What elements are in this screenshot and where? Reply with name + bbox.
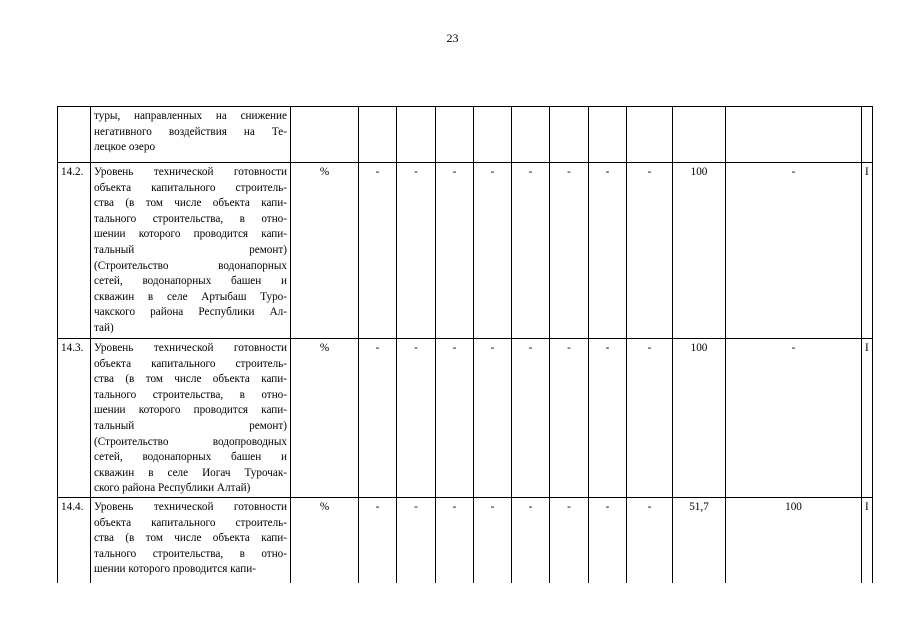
indicator-name-line: объекта капитального строитель- [94, 181, 287, 194]
value-cell: - [512, 163, 550, 339]
value-cell [436, 107, 474, 163]
indicator-name-line: тальный ремонт) [94, 419, 287, 432]
indicator-name-line: чакского района Республики Ал- [94, 306, 287, 319]
value-cell: - [397, 497, 436, 587]
row-number: 14.2. [58, 163, 91, 339]
value-cell: - [589, 163, 627, 339]
value-cell: - [550, 497, 589, 587]
value-cell [627, 107, 673, 163]
indicator-name-line: ства (в том числе объекта капи- [94, 373, 287, 386]
value-cell: - [726, 163, 862, 339]
value-cell [589, 107, 627, 163]
unit-cell: % [291, 339, 359, 498]
indicator-name-line: тального строительства, в отно- [94, 212, 287, 225]
value-cell: I [862, 497, 873, 587]
value-cell [673, 107, 726, 163]
value-cell: 51,7 [673, 497, 726, 587]
indicator-name-line: Уровень технической готовности [94, 500, 287, 513]
value-cell: - [627, 339, 673, 498]
unit-cell [291, 107, 359, 163]
indicator-name [91, 497, 291, 587]
value-cell: - [627, 163, 673, 339]
row-number: 14.3. [58, 339, 91, 498]
value-cell [474, 107, 512, 163]
value-cell: - [359, 497, 397, 587]
value-cell [359, 107, 397, 163]
value-cell: 100 [726, 497, 862, 587]
indicator-name-line: ского района Республики Алтай) [94, 482, 251, 495]
indicators-table [57, 106, 873, 588]
row-number: 14.4. [58, 497, 91, 587]
value-cell [726, 107, 862, 163]
indicator-name-line: Уровень технической готовности [94, 166, 287, 178]
indicator-name-line: сетей, водонапорных башен и [94, 451, 287, 464]
value-cell: - [474, 497, 512, 587]
indicator-name-line: туры, направленных на снижение [94, 110, 287, 122]
indicator-name-line: шении которого проводится капи- [94, 404, 287, 417]
indicator-name-line: (Строительство водопроводных [94, 435, 287, 448]
indicator-name-line: лецкое озеро [94, 141, 156, 154]
value-cell [512, 107, 550, 163]
indicator-name-line: скважин в селе Иогач Турочак- [94, 466, 287, 479]
indicator-name-line: тального строительства, в отно- [94, 547, 287, 560]
indicator-name-line: объекта капитального строитель- [94, 357, 287, 370]
indicator-name-line: тальный ремонт) [94, 243, 287, 256]
value-cell: - [589, 497, 627, 587]
value-cell: - [512, 339, 550, 498]
indicator-name [91, 107, 291, 163]
value-cell: - [397, 339, 436, 498]
indicator-name-line: скважин в селе Артыбаш Туро- [94, 290, 287, 303]
value-cell: 100 [673, 339, 726, 498]
unit-cell: % [291, 163, 359, 339]
indicator-name [91, 163, 291, 339]
value-cell: - [359, 339, 397, 498]
indicator-name-line: шении которого проводится капи- [94, 563, 256, 576]
indicator-name-line: шении которого проводится капи- [94, 228, 287, 241]
value-cell: - [589, 339, 627, 498]
value-cell [862, 107, 873, 163]
indicator-name-line: тального строительства, в отно- [94, 388, 287, 401]
indicator-name-line: Уровень технической готовности [94, 342, 287, 354]
value-cell: - [726, 339, 862, 498]
table-body [58, 107, 873, 588]
value-cell: - [436, 339, 474, 498]
indicator-name-line: негативного воздействия на Те- [94, 125, 287, 138]
value-cell: - [550, 163, 589, 339]
value-cell [397, 107, 436, 163]
indicator-name-line: тай) [94, 321, 114, 334]
table-row [58, 163, 873, 339]
page-bottom-margin [0, 583, 905, 640]
row-number [58, 107, 91, 163]
value-cell: I [862, 339, 873, 498]
page-number: 23 [446, 31, 459, 45]
value-cell: - [436, 163, 474, 339]
value-cell: - [436, 497, 474, 587]
value-cell: 100 [673, 163, 726, 339]
indicator-name-line: объекта капитального строитель- [94, 516, 287, 529]
value-cell: - [512, 497, 550, 587]
value-cell: - [359, 163, 397, 339]
indicator-name-line: ства (в том числе объекта капи- [94, 532, 287, 545]
indicator-name-line: ства (в том числе объекта капи- [94, 197, 287, 210]
indicator-name-line: (Строительство водонапорных [94, 259, 287, 272]
table-row [58, 339, 873, 498]
indicator-name-line: сетей, водонапорных башен и [94, 275, 287, 288]
table-row [58, 107, 873, 163]
value-cell: - [627, 497, 673, 587]
value-cell: - [397, 163, 436, 339]
value-cell: - [474, 163, 512, 339]
table-row [58, 497, 873, 587]
value-cell: I [862, 163, 873, 339]
indicator-name [91, 339, 291, 498]
value-cell: - [474, 339, 512, 498]
unit-cell: % [291, 497, 359, 587]
value-cell [550, 107, 589, 163]
value-cell: - [550, 339, 589, 498]
